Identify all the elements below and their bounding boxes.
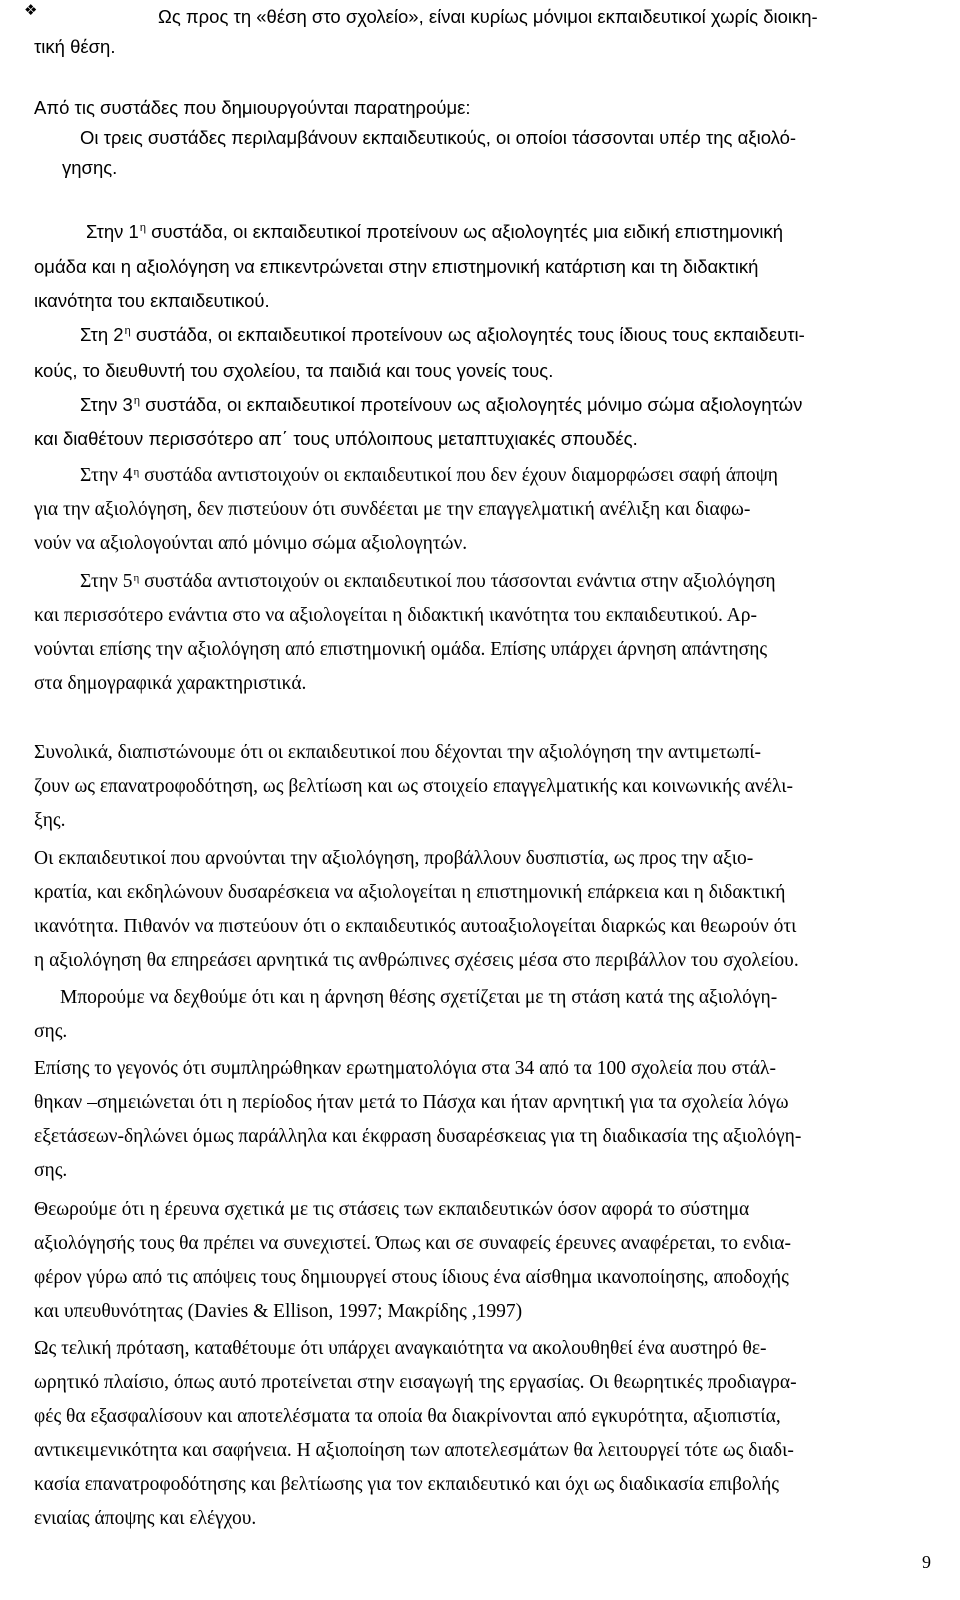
conclusion-line: Συνολικά, διαπιστώνουμε ότι οι εκπαιδευτικοί που δέχονται την αξιολόγηση την αντιμετωπί- (34, 742, 762, 763)
conclusion-line: Μπορούμε να δεχθούμε ότι και η άρνηση θέσης σχετίζεται με τη στάση κατά της αξιολόγη- (60, 987, 778, 1008)
cluster1-line: ικανότητα του εκπαιδευτικού. (34, 290, 270, 311)
cluster2-line: Στη $2^\eta$ συστάδα, οι εκπαιδευτικοί προτείνουν ως αξιολογητές τους ίδιους τους εκπαιδευτι- (80, 324, 805, 345)
conclusion-line: ενιαίας άποψης και ελέγχου. (34, 1508, 257, 1529)
conclusion-line: κασία επανατροφοδότησης και βελτίωσης για τον εκπαιδευτικό και όχι ως διαδικασία επιβολής (34, 1474, 779, 1495)
cluster3-line: Στην $3^\eta$ συστάδα, οι εκπαιδευτικοί προτείνουν ως αξιολογητές μόνιμο σώμα αξιολογητών (80, 394, 803, 415)
cluster1-line: ομάδα και η αξιολόγηση να επικεντρώνεται στην επιστημονική κατάρτιση και τη διδακτική (34, 256, 759, 277)
conclusion-line: φές θα εξασφαλίσουν και αποτελέσματα τα οποία θα διακρίνονται από εγκυρότητα, αξιοπιστία, (34, 1406, 781, 1427)
cluster5-line: στα δημογραφικά χαρακτηριστικά. (34, 673, 307, 694)
conclusion-line: θηκαν –σημειώνεται ότι η περίοδος ήταν μετά το Πάσχα και ήταν αρνητική για τα σχολεία λόγω (34, 1092, 789, 1113)
page-number: 9 (922, 1552, 931, 1572)
conclusion-line: Θεωρούμε ότι η έρευνα σχετικά με τις στάσεις των εκπαιδευτικών όσον αφορά το σύστημα (34, 1199, 750, 1220)
clusters-intro-line: Οι τρεις συστάδες περιλαμβάνουν εκπαιδευτικούς, οι οποίοι τάσσονται υπέρ της αξιολό- (80, 127, 797, 148)
conclusion-line: και υπευθυνότητας (Davies & Ellison, 1997; Μακρίδης ,1997) (34, 1301, 523, 1322)
cluster4-line: Στην $4^\eta$ συστάδα αντιστοιχούν οι εκπαιδευτικοί που δεν έχουν διαμορφώσει σαφή άποψη (80, 465, 778, 486)
cluster4-line: νούν να αξιολογούνται από μόνιμο σώμα αξιολογητών. (34, 533, 468, 554)
conclusion-line: αντικειμενικότητα και σαφήνεια. Η αξιοποίηση των αποτελεσμάτων θα λειτουργεί τότε ως διαδι- (34, 1440, 794, 1461)
conclusion-line: φέρον γύρω από τις απόψεις τους δημιουργεί στους ίδιους ένα αίσθημα ικανοποίησης, αποδοχής (34, 1267, 789, 1288)
conclusion-line: Ως τελική πρόταση, καταθέτουμε ότι υπάρχει αναγκαιότητα να ακολουθηθεί ένα αυστηρό θε- (34, 1338, 767, 1359)
conclusion-line: ξης. (34, 810, 66, 831)
conclusion-line: ικανότητα. Πιθανόν να πιστεύουν ότι ο εκπαιδευτικός αυτοαξιολογείται διαρκώς και θεωρούν ότι (34, 916, 797, 937)
cluster3-line: και διαθέτουν περισσότερο απ΄ τους υπόλοιπους μεταπτυχιακές σπουδές. (34, 428, 638, 449)
clusters-intro-line: Από τις συστάδες που δημιουργούνται παρατηρούμε: (34, 97, 471, 118)
conclusion-line: αξιολόγησής τους θα πρέπει να συνεχιστεί. Όπως και σε συναφείς έρευνες αναφέρεται, το ενδια- (34, 1233, 791, 1254)
conclusion-line: η αξιολόγηση θα επηρεάσει αρνητικά τις ανθρώπινες σχέσεις μέσα στο περιβάλλον του σχολείου. (34, 950, 799, 971)
conclusion-line: ζουν ως επανατροφοδότηση, ως βελτίωση και ως στοιχείο επαγγελματικής και κοινωνικής ανέλι- (34, 776, 793, 797)
clusters-intro-line: γησης. (62, 157, 118, 178)
cluster5-line: Στην $5^\eta$ συστάδα αντιστοιχούν οι εκπαιδευτικοί που τάσσονται ενάντια στην αξιολόγηση (80, 571, 776, 592)
conclusion-line: Οι εκπαιδευτικοί που αρνούνται την αξιολόγηση, προβάλλουν δυσπιστία, ως προς την αξιο- (34, 848, 754, 869)
bullet-diamond-icon: ❖ (24, 1, 38, 19)
conclusion-line: κρατία, και εκδηλώνουν δυσαρέσκεια να αξιολογείται η επιστημονική επάρκεια και η διδακτική (34, 882, 786, 903)
conclusion-line: σης. (34, 1160, 68, 1181)
cluster1-line: Στην $1^\eta$ συστάδα, οι εκπαιδευτικοί προτείνουν ως αξιολογητές μια ειδική επιστημονική (86, 221, 784, 242)
cluster4-line: για την αξιολόγηση, δεν πιστεύουν ότι συνδέεται με την επαγγελματική ανέλιξη και διαφω- (34, 499, 751, 520)
cluster5-line: και περισσότερο ενάντια στο να αξιολογείται η διδακτική ικανότητα του εκπαιδευτικού. Αρ- (34, 605, 757, 626)
conclusion-line: Επίσης το γεγονός ότι συμπληρώθηκαν ερωτηματολόγια στα 34 από τα 100 σχολεία που στάλ- (34, 1058, 776, 1079)
conclusion-line: σης. (34, 1021, 68, 1042)
bullet-item-line: τική θέση. (34, 36, 116, 57)
cluster5-line: νούνται επίσης την αξιολόγηση από επιστημονική ομάδα. Επίσης υπάρχει άρνηση απάντησης (34, 639, 768, 660)
conclusion-line: ωρητικό πλαίσιο, όπως αυτό προτείνεται στην εισαγωγή της εργασίας. Οι θεωρητικές προδιαγρα- (34, 1372, 797, 1393)
cluster2-line: κούς, το διευθυντή του σχολείου, τα παιδιά και τους γονείς τους. (34, 360, 554, 381)
conclusion-line: εξετάσεων-δηλώνει όμως παράλληλα και έκφραση δυσαρέσκειας για τη διαδικασία της αξιολόγη- (34, 1126, 802, 1147)
bullet-item-line: Ως προς τη «θέση στο σχολείο», είναι κυρίως μόνιμοι εκπαιδευτικοί χωρίς διοικη- (158, 6, 818, 27)
